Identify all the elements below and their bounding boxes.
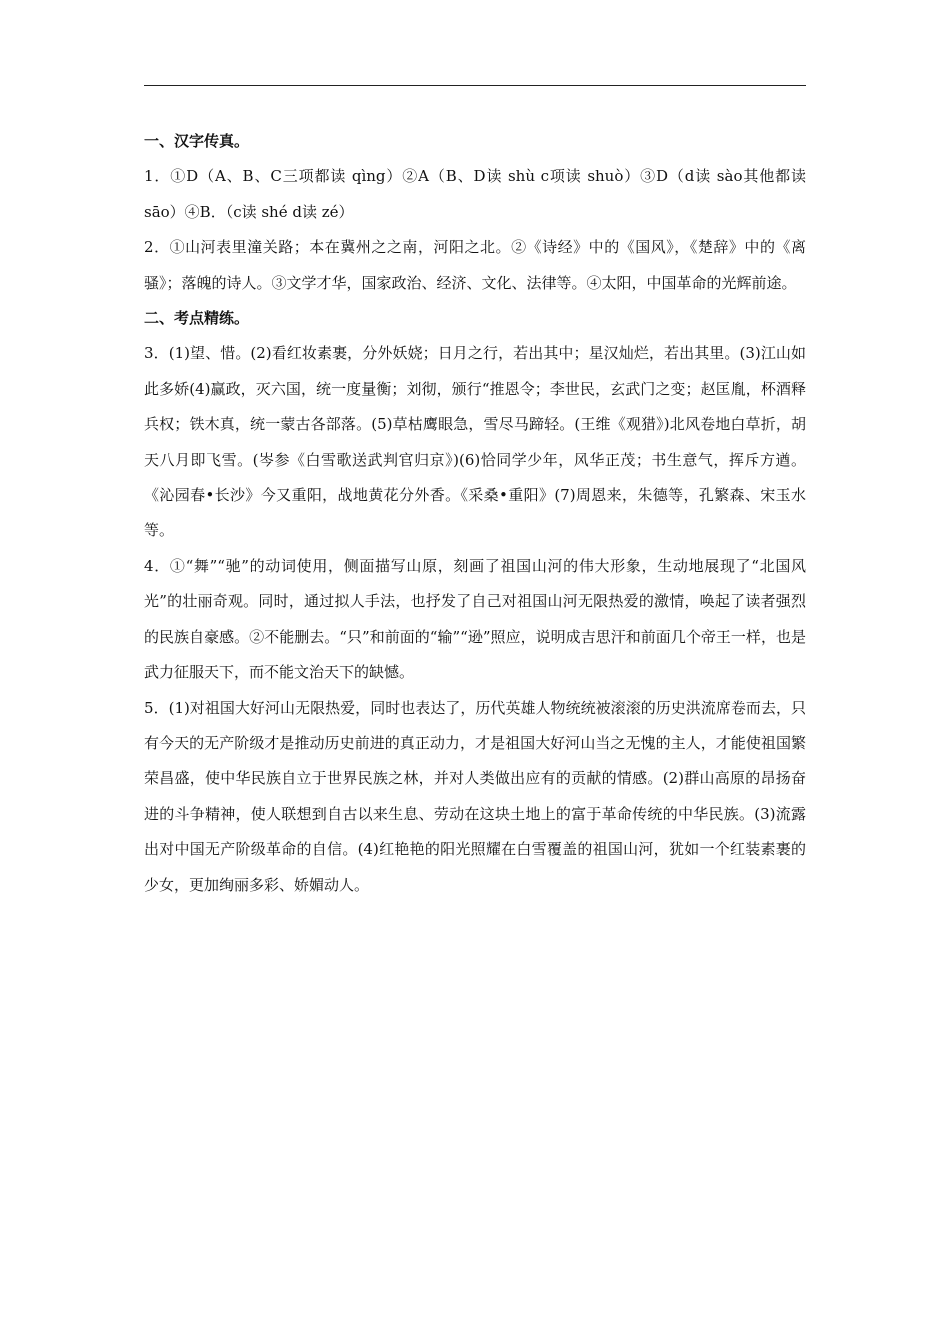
answer-item-2: 2．①山河表里潼关路；本在冀州之之南，河阳之北。②《诗经》中的《国风》，《楚辞》中的《离骚》；落魄的诗人。③文学才华，国家政治、经济、文化、法律等。④太阳，中国革命的光辉前途。 (144, 238, 806, 292)
section-heading-1: 一、汉字传真。 (144, 132, 250, 150)
answer-item-5: 5．(1)对祖国大好河山无限热爱，同时也表达了，历代英雄人物统统被滚滚的历史洪流席卷而去，只有今天的无产阶级才是推动历史前进的真正动力，才是祖国大好河山当之无愧的主人，才能使祖国繁荣昌盛，使中华民族自立于世界民族之林，并对人类做出应有的贡献的情感。(2)群山高原的昂扬奋进的斗争精神，使人联想到自古以来生息、劳动在这块土地上的富于革命传统的中华民族。(3)流露出对中国无产阶级革命的自信。(4)红艳艳的阳光照耀在白雪覆盖的祖国山河，犹如一个红装素裹的少女，更加绚丽多彩、娇媚动人。 (144, 698, 806, 894)
header-rule (144, 85, 806, 86)
section-heading-2: 二、考点精练。 (144, 309, 250, 328)
answer-item-4: 4．①“舞”“驰”的动词使用，侧面描写山原，刻画了祖国山河的伟大形象，生动地展现了“北国风光”的壮丽奇观。同时，通过拟人手法，也抒发了自己对祖国山河无限热爱的激情，唤起了读者强烈的民族自豪感。②不能删去。“只”和前面的“输”“逊”照应，说明成吉思汗和前面几个帝王一样，也是武力征服天下，而不能文治天下的缺憾。 (144, 556, 806, 682)
answer-item-1: 1．①D（A、B、C三项都读 qìng）②A（B、D读 shù c项读 shuò）③D（d读 sào其他都读 sāo）④B．（c读 shé d读 zé） (144, 167, 806, 221)
answer-item-3: 3．(1)望、惜。(2)看红妆素裹，分外妖娆；日月之行，若出其中；星汉灿烂，若出其里。(3)江山如此多娇(4)赢政，灭六国，统一度量衡；刘彻，颁行“推恩令；李世民，玄武门之变；赵匡胤，杯酒释兵权；铁木真，统一蒙古各部落。(5)草枯鹰眼急，雪尽马蹄轻。(王维《观猎》)北风卷地白草折，胡天八月即飞雪。(岑参《白雪歌送武判官归京》)(6)恰同学少年，风华正茂；书生意气，挥斥方遒。《沁园春•长沙》今又重阳，战地黄花分外香。《采桑•重阳》(7)周恩来，朱德等，孔繁森、宋玉水等。 (144, 344, 806, 540)
answer-content (144, 124, 806, 903)
